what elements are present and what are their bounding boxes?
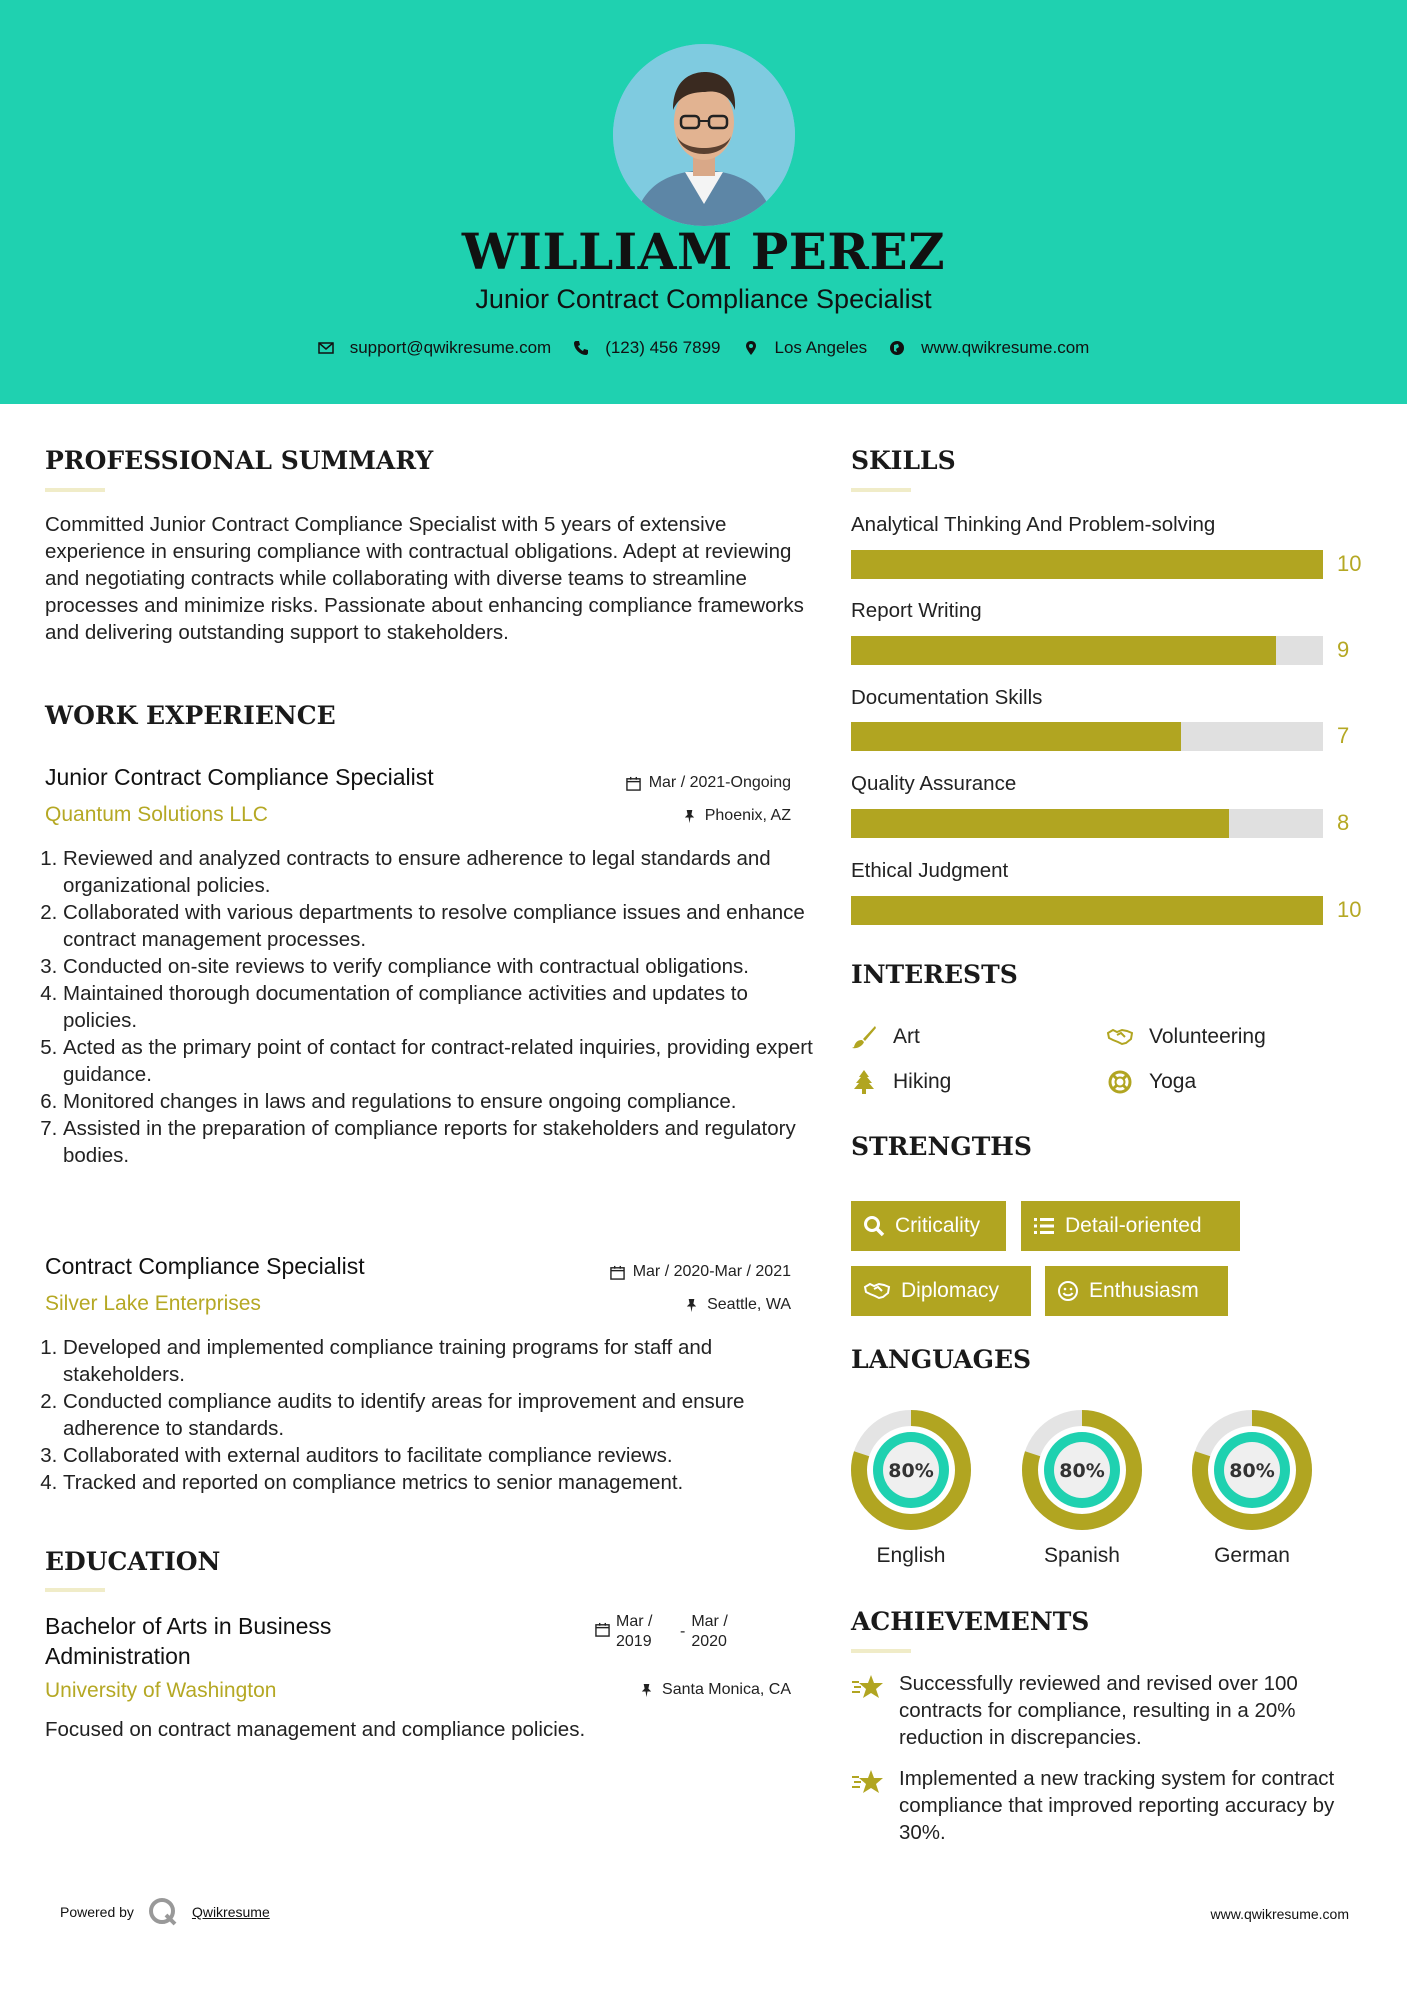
skill-bar xyxy=(851,636,1323,665)
job-1-duties xyxy=(45,845,823,1169)
education-end-date xyxy=(691,1612,727,1652)
duty-item: 7. Assisted in the preparation of compliance reports for stakeholders and regulatory bodies. xyxy=(63,1115,823,1169)
handshake-icon xyxy=(863,1280,891,1302)
duty-item: 5. Acted as the primary point of contact for contract-related inquiries, providing expert guidance. xyxy=(63,1034,823,1088)
strength-detail-oriented xyxy=(1021,1201,1240,1251)
job-2-duties xyxy=(45,1334,823,1496)
star-medal-icon xyxy=(851,1672,885,1702)
skill-label: Analytical Thinking And Problem-solving xyxy=(851,513,1216,536)
start-year: 2019 xyxy=(616,1633,652,1650)
skill-bar-fill xyxy=(851,550,1323,579)
skill-bar xyxy=(851,550,1323,579)
strength-enthusiasm xyxy=(1045,1266,1228,1316)
strength-label: Criticality xyxy=(895,1214,981,1237)
strengths-heading: STRENGTHS xyxy=(851,1132,1032,1161)
job-1-company: Quantum Solutions LLC xyxy=(45,803,268,826)
language-name: Spanish xyxy=(1044,1544,1120,1567)
interest-hiking xyxy=(851,1070,951,1094)
phone-icon xyxy=(573,340,589,356)
skill-label: Quality Assurance xyxy=(851,772,1017,795)
handshake-icon xyxy=(1107,1025,1133,1049)
language-name: English xyxy=(876,1544,946,1567)
pushpin-icon xyxy=(684,1298,699,1313)
smile-icon xyxy=(1057,1280,1079,1302)
summary-rule xyxy=(45,488,105,492)
calendar-icon xyxy=(595,1622,610,1637)
end-month: Mar / xyxy=(691,1613,728,1630)
location-text: Los Angeles xyxy=(774,338,868,357)
strength-label: Diplomacy xyxy=(901,1279,1000,1302)
end-year: 2020 xyxy=(691,1633,727,1650)
pushpin-icon xyxy=(682,809,697,824)
achievement-text: Implemented a new tracking system for contract compliance that improved reporting accuracy by 30%. xyxy=(899,1767,1335,1844)
map-pin-icon xyxy=(743,340,759,356)
powered-by-text: Powered by xyxy=(60,1904,134,1920)
skill-bar xyxy=(851,896,1323,925)
language-spanish xyxy=(1020,1408,1144,1568)
language-percent: 80% xyxy=(1059,1460,1105,1482)
job-1-location xyxy=(682,807,791,825)
brand-link[interactable]: Qwikresume xyxy=(191,1904,270,1920)
experience-heading: WORK EXPERIENCE xyxy=(45,701,336,730)
lifering-icon xyxy=(1107,1070,1133,1094)
degree-title xyxy=(45,1611,331,1671)
language-german xyxy=(1190,1408,1314,1568)
achievements-rule xyxy=(851,1649,911,1653)
achievement-item xyxy=(851,1670,1341,1751)
contact-email[interactable] xyxy=(318,338,552,358)
achievement-text: Successfully reviewed and revised over 100 contracts for compliance, resulting in a 20% reduction in discrepancies. xyxy=(899,1672,1298,1749)
skill-bar xyxy=(851,809,1323,838)
interest-volunteering xyxy=(1107,1025,1266,1049)
summary-heading: PROFESSIONAL SUMMARY xyxy=(45,446,434,475)
skill-bar-fill xyxy=(851,722,1181,751)
contact-website[interactable] xyxy=(889,338,1089,358)
degree-line-1: Bachelor of Arts in Business xyxy=(45,1613,332,1639)
strength-label: Detail-oriented xyxy=(1065,1214,1202,1237)
language-english xyxy=(849,1408,973,1568)
paintbrush-icon xyxy=(851,1025,877,1049)
interest-label: Art xyxy=(893,1025,920,1048)
job-2-location-text: Seattle, WA xyxy=(707,1296,791,1313)
interest-yoga xyxy=(1107,1070,1196,1094)
skill-bar-fill xyxy=(851,809,1229,838)
duty-item: 4. Maintained thorough documentation of compliance activities and updates to policies. xyxy=(63,980,823,1034)
phone-text: (123) 456 7899 xyxy=(605,338,721,357)
education-location xyxy=(639,1681,791,1699)
interest-art xyxy=(851,1025,920,1049)
job-2-location xyxy=(684,1296,791,1314)
education-dates xyxy=(595,1612,728,1652)
language-percent: 80% xyxy=(1229,1460,1275,1482)
duty-item: 6. Monitored changes in laws and regulations to ensure ongoing compliance. xyxy=(63,1088,823,1115)
duty-item: 2. Collaborated with various departments to resolve compliance issues and enhance contract management processes. xyxy=(63,899,823,953)
duty-item: 4. Tracked and reported on compliance metrics to senior management. xyxy=(63,1469,823,1496)
duty-item: 3. Conducted on-site reviews to verify compliance with contractual obligations. xyxy=(63,953,823,980)
education-rule xyxy=(45,1588,105,1592)
education-start-date xyxy=(616,1612,674,1652)
profile-photo xyxy=(613,44,795,226)
duty-item: 3. Collaborated with external auditors to facilitate compliance reviews. xyxy=(63,1442,823,1469)
skill-bar-fill xyxy=(851,636,1276,665)
education-heading: EDUCATION xyxy=(45,1547,221,1576)
skill-label: Ethical Judgment xyxy=(851,859,1009,882)
interest-label: Hiking xyxy=(893,1070,952,1093)
degree-line-2: Administration xyxy=(45,1643,191,1669)
calendar-icon xyxy=(610,1265,625,1280)
tree-icon xyxy=(851,1070,877,1094)
contact-location xyxy=(743,338,868,358)
skill-label: Report Writing xyxy=(851,599,982,622)
job-2-dates xyxy=(610,1263,791,1281)
job-1-title: Junior Contract Compliance Specialist xyxy=(45,764,434,790)
language-ring xyxy=(849,1408,973,1532)
education-location-text: Santa Monica, CA xyxy=(662,1681,791,1698)
footer-powered-by xyxy=(60,1897,270,1927)
skill-value: 9 xyxy=(1337,637,1350,662)
skills-rule xyxy=(851,488,911,492)
skill-bar xyxy=(851,722,1323,751)
strength-label: Enthusiasm xyxy=(1089,1279,1199,1302)
strength-criticality xyxy=(851,1201,1006,1251)
job-2-title: Contract Compliance Specialist xyxy=(45,1253,365,1279)
pushpin-icon xyxy=(639,1683,654,1698)
job-1-location-text: Phoenix, AZ xyxy=(704,807,791,824)
qwikresume-logo-icon xyxy=(148,1897,178,1927)
envelope-icon xyxy=(318,340,334,356)
duty-item: 1. Reviewed and analyzed contracts to ensure adherence to legal standards and organizational policies. xyxy=(63,845,823,899)
skill-value: 8 xyxy=(1337,810,1350,835)
list-icon xyxy=(1033,1215,1055,1237)
education-description: Focused on contract management and compliance policies. xyxy=(45,1718,586,1741)
footer-site[interactable]: www.qwikresume.com xyxy=(1210,1906,1349,1922)
candidate-name: WILLIAM PEREZ xyxy=(461,222,946,281)
start-month: Mar / xyxy=(616,1613,653,1630)
summary-text: Committed Junior Contract Compliance Specialist with 5 years of extensive experience in ensuring compliance with contractual obligations. Adept at reviewing and negotiating contracts while collaborating with diverse teams to streamline processes and minimize risks. Passionate about enhancing compliance frameworks and delivering outstanding support to stakeholders. xyxy=(45,513,804,644)
achievement-item xyxy=(851,1765,1341,1846)
star-medal-icon xyxy=(851,1767,885,1797)
languages-heading: LANGUAGES xyxy=(851,1345,1032,1374)
calendar-icon xyxy=(626,776,641,791)
interest-label: Yoga xyxy=(1149,1070,1197,1093)
skill-label: Documentation Skills xyxy=(851,686,1043,709)
skill-value: 10 xyxy=(1337,897,1362,922)
job-1-dates-text: Mar / 2021-Ongoing xyxy=(648,774,791,791)
skills-heading: SKILLS xyxy=(851,446,956,475)
skill-bar-fill xyxy=(851,896,1323,925)
language-percent: 80% xyxy=(888,1460,934,1482)
email-text: support@qwikresume.com xyxy=(349,338,552,357)
duty-item: 1. Developed and implemented compliance training programs for staff and stakeholders. xyxy=(63,1334,823,1388)
candidate-title: Junior Contract Compliance Specialist xyxy=(475,284,932,314)
skill-value: 10 xyxy=(1337,551,1362,576)
job-2-dates-text: Mar / 2020-Mar / 2021 xyxy=(632,1263,791,1280)
interests-heading: INTERESTS xyxy=(851,960,1018,989)
strength-diplomacy xyxy=(851,1266,1031,1316)
website-text: www.qwikresume.com xyxy=(921,338,1090,357)
date-separator: - xyxy=(680,1623,686,1640)
achievements-heading: ACHIEVEMENTS xyxy=(851,1607,1090,1636)
job-1-dates xyxy=(626,774,791,792)
search-icon xyxy=(863,1215,885,1237)
job-2-company: Silver Lake Enterprises xyxy=(45,1292,261,1315)
contact-row xyxy=(0,338,1407,358)
contact-phone[interactable] xyxy=(573,338,720,358)
skill-value: 7 xyxy=(1337,723,1350,748)
interest-label: Volunteering xyxy=(1149,1025,1266,1048)
school-name: University of Washington xyxy=(45,1679,277,1702)
language-ring xyxy=(1020,1408,1144,1532)
language-ring xyxy=(1190,1408,1314,1532)
language-name: German xyxy=(1214,1544,1290,1567)
globe-icon xyxy=(889,340,905,356)
header-banner xyxy=(0,0,1407,404)
duty-item: 2. Conducted compliance audits to identify areas for improvement and ensure adherence to standards. xyxy=(63,1388,823,1442)
